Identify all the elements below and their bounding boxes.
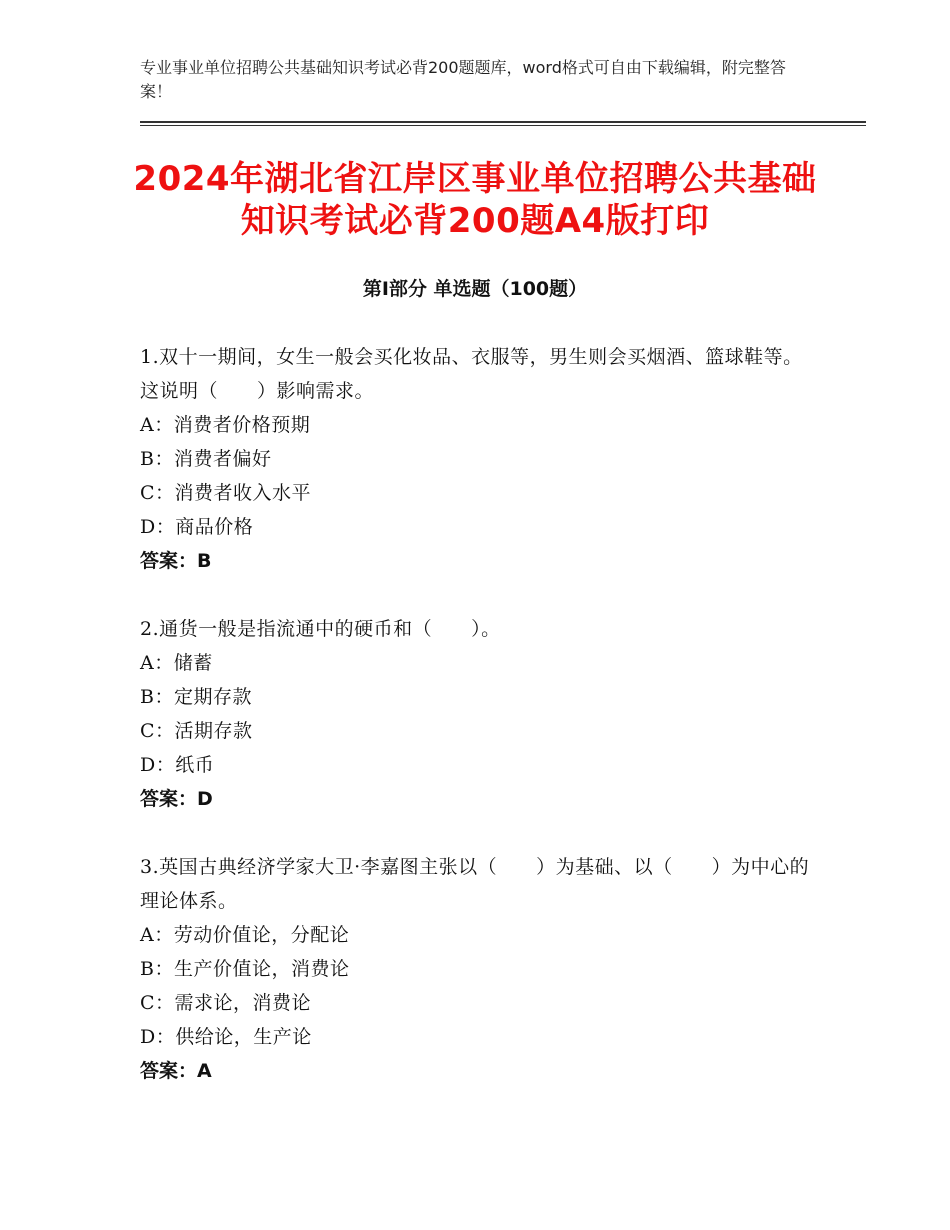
question-2 bbox=[140, 612, 820, 816]
answer: 答案：B bbox=[140, 550, 212, 572]
question-1 bbox=[140, 340, 820, 578]
option-a: A：储蓄 bbox=[140, 652, 213, 674]
header-note: 专业事业单位招聘公共基础知识考试必背200题题库，word格式可自由下载编辑，附完整答案！ bbox=[140, 58, 786, 101]
answer: 答案：D bbox=[140, 788, 213, 810]
option-c: C：消费者收入水平 bbox=[140, 482, 312, 504]
answer: 答案：A bbox=[140, 1060, 212, 1082]
option-d: D：供给论，生产论 bbox=[140, 1026, 312, 1048]
option-d: D：纸币 bbox=[140, 754, 215, 776]
option-b: B：消费者偏好 bbox=[140, 448, 272, 470]
question-stem: 1.双十一期间，女生一般会买化妆品、衣服等，男生则会买烟酒、篮球鞋等。这说明（ ）影响需求。 bbox=[140, 346, 803, 402]
question-stem: 3.英国古典经济学家大卫·李嘉图主张以（ ）为基础、以（ ）为中心的理论体系。 bbox=[140, 856, 810, 912]
option-c: C：需求论，消费论 bbox=[140, 992, 312, 1014]
option-a: A：劳动价值论，分配论 bbox=[140, 924, 350, 946]
option-c: C：活期存款 bbox=[140, 720, 253, 742]
option-b: B：定期存款 bbox=[140, 686, 252, 708]
header-rule-thick bbox=[140, 121, 866, 123]
section-heading: 第Ⅰ部分 单选题（100题） bbox=[362, 278, 588, 300]
question-3 bbox=[140, 850, 820, 1088]
option-d: D：商品价格 bbox=[140, 516, 254, 538]
option-a: A：消费者价格预期 bbox=[140, 414, 311, 436]
document-title bbox=[90, 158, 860, 242]
question-stem: 2.通货一般是指流通中的硬币和（ ）。 bbox=[140, 618, 501, 640]
option-b: B：生产价值论，消费论 bbox=[140, 958, 350, 980]
title-line-1: 2024年湖北省江岸区事业单位招聘公共基础 bbox=[133, 159, 817, 199]
header-rule-thin bbox=[140, 125, 866, 126]
question-list bbox=[140, 340, 820, 1088]
title-line-2: 知识考试必背200题A4版打印 bbox=[240, 201, 710, 241]
